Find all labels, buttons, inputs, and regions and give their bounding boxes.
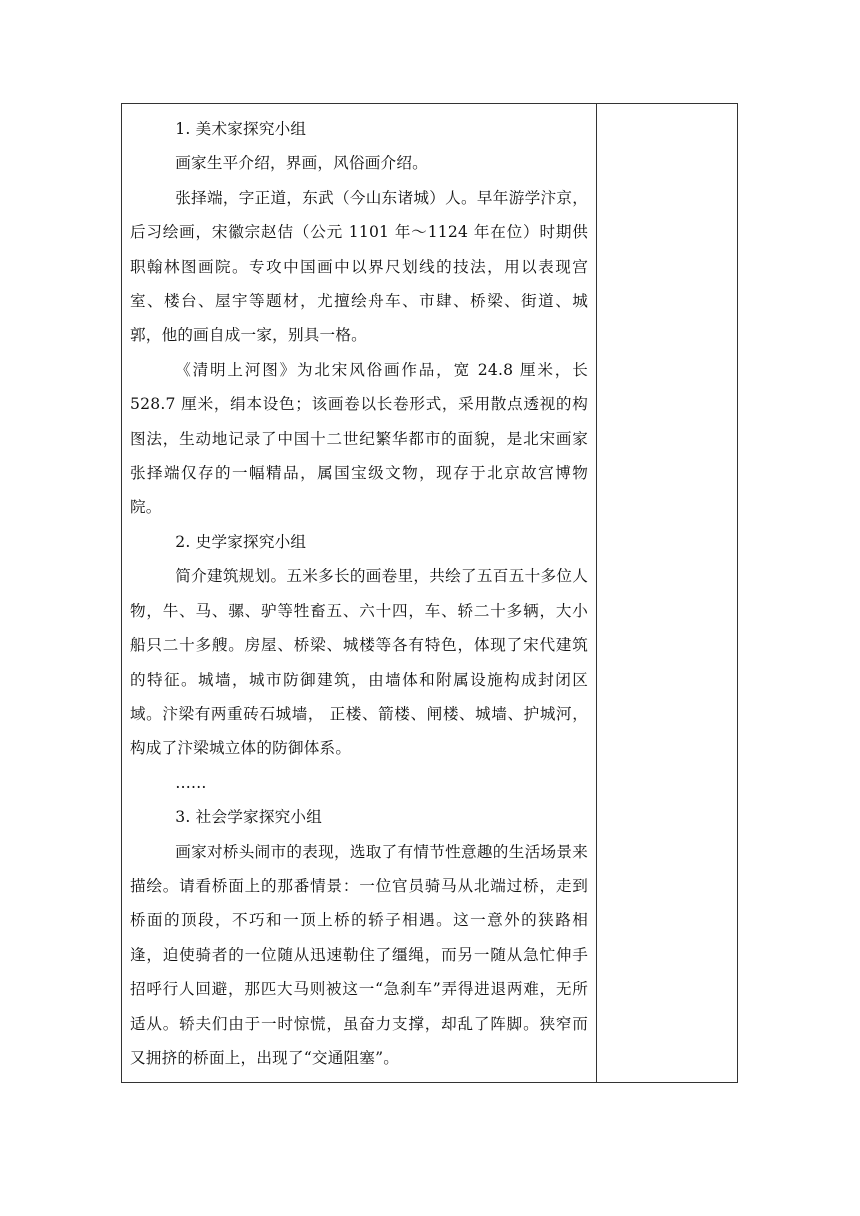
content-table <box>121 103 738 1083</box>
section-heading-art: 1. 美术家探究小组 <box>175 120 307 138</box>
main-content-cell <box>122 104 597 1082</box>
side-notes-cell <box>597 104 737 1082</box>
paragraph-art-biography: 张择端，字正道，东武（今山东诸城）人。早年游学汴京，后习绘画，宋徽宗赵佶（公元 1101 年～1124 年在位）时期供职翰林图画院。专攻中国画中以界尺划线的技法，用以表现宫室、楼台、屋宇等题材，尤擅绘舟车、市肆、桥梁、街道、城郭，他的画自成一家，别具一格。 <box>130 188 588 345</box>
paragraph-art-painting: 《清明上河图》为北宋风俗画作品，宽 24.8 厘米，长 528.7 厘米，绢本设色；该画卷以长卷形式，采用散点透视的构图法，生动地记录了中国十二世纪繁华都市的面貌，是北宋画家张择端仅存的一幅精品，属国宝级文物，现存于北京故宫博物院。 <box>130 360 588 517</box>
paragraph-sociology-bridge: 画家对桥头闹市的表现，选取了有情节性意趣的生活场景来描绘。请看桥面上的那番情景：一位官员骑马从北端过桥，走到桥面的顶段，不巧和一顶上桥的轿子相遇。这一意外的狭路相逢，迫使骑者的一位随从迅速勒住了缰绳，而另一随从急忙伸手招呼行人回避，那匹大马则被这一“急刹车”弄得进退两难，无所适从。轿夫们由于一时惊慌，虽奋力支撑，却乱了阵脚。狭窄而又拥挤的桥面上，出现了“交通阻塞”。 <box>130 842 588 1067</box>
section-heading-sociology: 3. 社会学家探究小组 <box>175 808 323 827</box>
paragraph-history-architecture: 简介建筑规划。五米多长的画卷里，共绘了五百五十多位人物，牛、马、骡、驴等牲畜五、六十四，车、轿二十多辆，大小船只二十多艘。房屋、桥梁、城楼等各有特色，体现了宋代建筑的特征。城墙，城市防御建筑，由墙体和附属设施构成封闭区域。汴梁有两重砖石城墙， 正楼、箭楼、闸楼、城墙、护城河，构成了汴梁城立体的防御体系。 <box>130 567 588 758</box>
section-heading-history: 2. 史学家探究小组 <box>175 532 307 551</box>
paragraph-art-intro: 画家生平介绍，界画，风俗画介绍。 <box>175 154 428 173</box>
paragraph-ellipsis: …… <box>175 773 207 792</box>
